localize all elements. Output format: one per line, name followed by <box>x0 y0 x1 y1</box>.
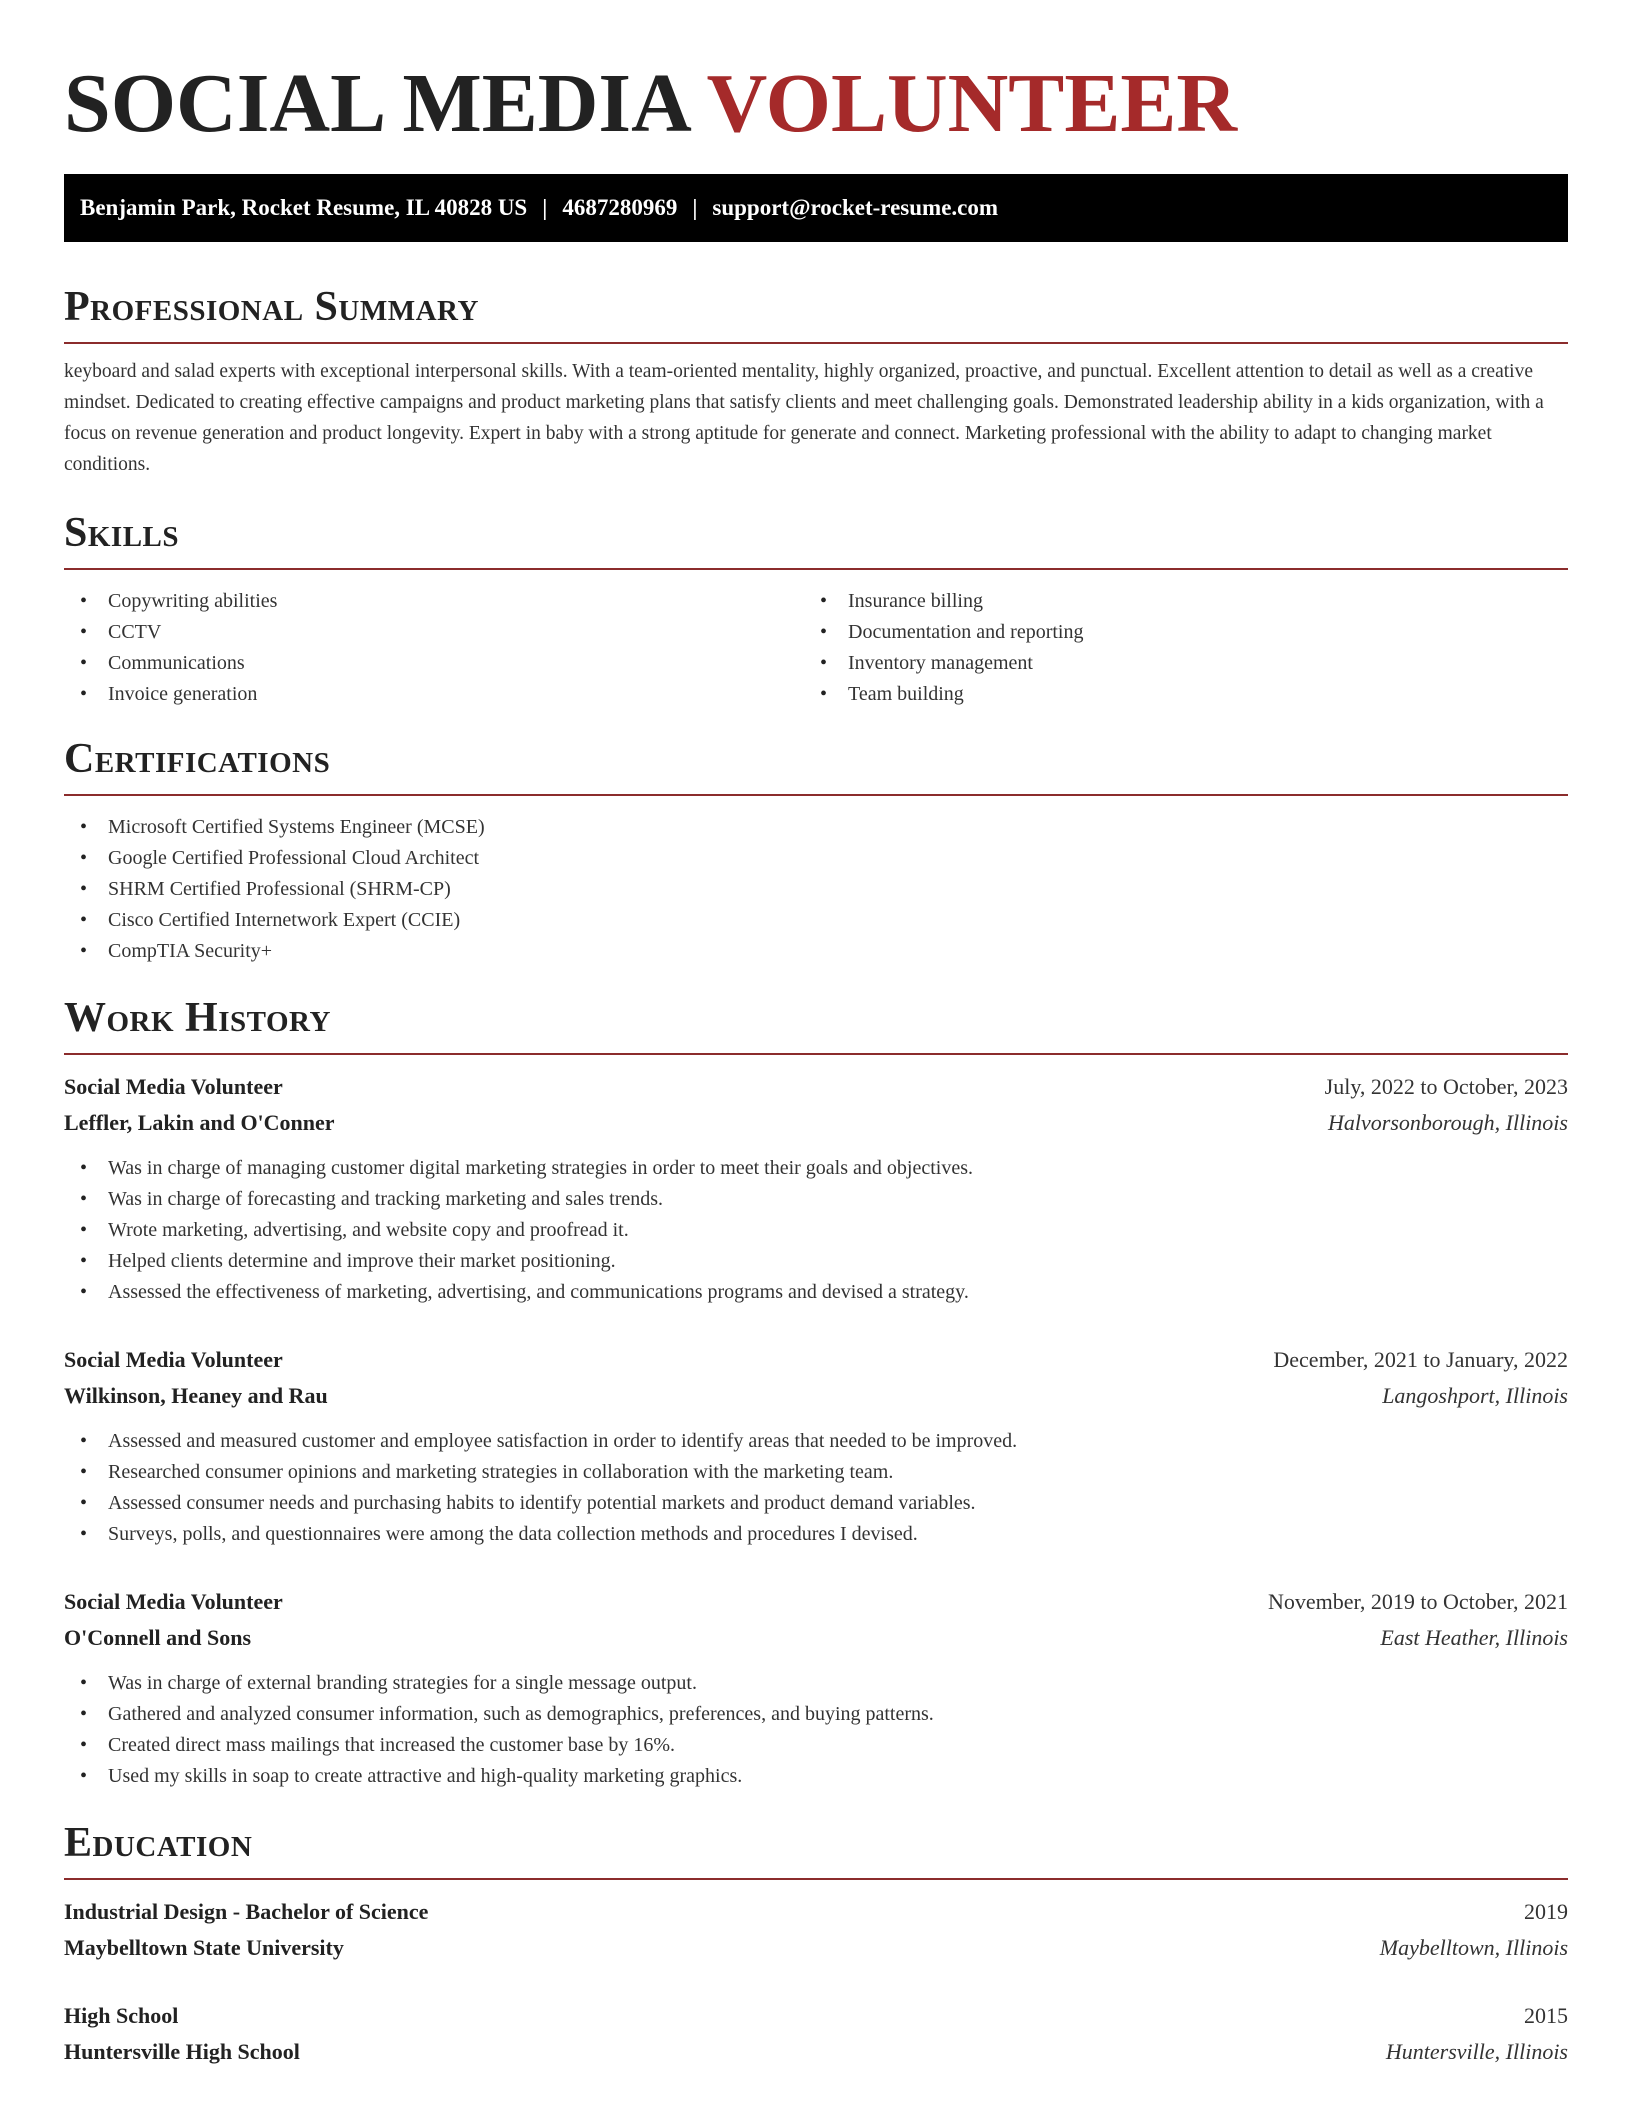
section-divider <box>64 1878 1568 1880</box>
skill-item: • Inventory management <box>804 648 1544 679</box>
education-school: Huntersville High School <box>64 2039 300 2064</box>
education-section <box>64 1818 1568 2070</box>
job-bullet: • Surveys, polls, and questionnaires were among the data collection methods and procedures I devised. <box>64 1519 1568 1550</box>
skill-item: • Copywriting abilities <box>64 586 804 617</box>
education-degree: High School <box>64 2003 179 2028</box>
job-location: Langoshport, Illinois <box>1382 1383 1568 1408</box>
job-company: O'Connell and Sons <box>64 1625 252 1650</box>
job-company: Wilkinson, Heaney and Rau <box>64 1383 328 1408</box>
job-title: Social Media Volunteer <box>64 1589 283 1614</box>
contact-address: Benjamin Park, Rocket Resume, IL 40828 US <box>80 195 528 220</box>
skill-item: • Documentation and reporting <box>804 617 1544 648</box>
section-divider <box>64 568 1568 570</box>
job-bullets <box>64 1668 1568 1792</box>
job-location: Halvorsonborough, Illinois <box>1328 1110 1568 1135</box>
job-bullet: • Was in charge of managing customer digital marketing strategies in order to meet their goals and objectives. <box>64 1153 1568 1184</box>
job-bullets <box>64 1153 1568 1308</box>
skill-item: • Team building <box>804 679 1544 710</box>
job-entry <box>64 1069 1568 1308</box>
skills-columns <box>64 586 1568 710</box>
skill-item: • Invoice generation <box>64 679 804 710</box>
education-degree: Industrial Design - Bachelor of Science <box>64 1899 429 1924</box>
certification-item: • Cisco Certified Internetwork Expert (CCIE) <box>64 905 1568 936</box>
job-bullets <box>64 1426 1568 1550</box>
section-heading: Professional Summary <box>64 284 479 330</box>
certifications-section <box>64 734 1568 967</box>
job-company: Leffler, Lakin and O'Conner <box>64 1110 335 1135</box>
resume-page <box>64 0 1568 2070</box>
job-bullet: • Helped clients determine and improve their market positioning. <box>64 1246 1568 1277</box>
section-heading: Work History <box>64 995 331 1041</box>
contact-separator: | <box>542 195 548 220</box>
certification-item: • Google Certified Professional Cloud Architect <box>64 843 1568 874</box>
section-divider <box>64 342 1568 344</box>
education-location: Maybelltown, Illinois <box>1379 1935 1568 1960</box>
skill-item: • CCTV <box>64 617 804 648</box>
education-location: Huntersville, Illinois <box>1385 2039 1568 2064</box>
job-title: Social Media Volunteer <box>64 1347 283 1372</box>
job-bullet: • Was in charge of external branding strategies for a single message output. <box>64 1668 1568 1699</box>
page-title <box>64 0 1568 150</box>
job-title: Social Media Volunteer <box>64 1074 283 1099</box>
section-divider <box>64 794 1568 796</box>
job-bullet: • Assessed and measured customer and employee satisfaction in order to identify areas that needed to be improved. <box>64 1426 1568 1457</box>
job-dates: December, 2021 to January, 2022 <box>1273 1347 1568 1372</box>
section-heading: Education <box>64 1820 253 1866</box>
contact-email[interactable]: support@rocket-resume.com <box>712 195 999 220</box>
education-entry <box>64 1998 1568 2070</box>
skill-item: • Insurance billing <box>804 586 1544 617</box>
job-entry <box>64 1584 1568 1792</box>
summary-text: keyboard and salad experts with exceptional interpersonal skills. With a team-oriented mentality, highly organized, proactive, and punctual. Excellent attention to detail as well as a creative mindset. Dedicated to creating effective campaigns and product marketing plans that satisfy clients and meet challenging goals. Demonstrated leadership ability in a kids organization, with a focus on revenue generation and product longevity. Expert in baby with a strong aptitude for generate and connect. Marketing professional with the ability to adapt to changing market conditions. <box>64 361 1544 475</box>
job-bullet: • Wrote marketing, advertising, and website copy and proofread it. <box>64 1215 1568 1246</box>
section-heading: Skills <box>64 510 180 556</box>
job-bullet: • Gathered and analyzed consumer information, such as demographics, preferences, and buying patterns. <box>64 1699 1568 1730</box>
education-entry <box>64 1894 1568 1966</box>
job-entry <box>64 1342 1568 1550</box>
skills-column-right <box>804 586 1544 710</box>
certification-item: • Microsoft Certified Systems Engineer (MCSE) <box>64 812 1568 843</box>
job-bullet: • Assessed consumer needs and purchasing habits to identify potential markets and product demand variables. <box>64 1488 1568 1519</box>
job-bullet: • Created direct mass mailings that increased the customer base by 16%. <box>64 1730 1568 1761</box>
section-heading: Certifications <box>64 736 331 782</box>
education-year: 2019 <box>1524 1899 1568 1924</box>
job-location: East Heather, Illinois <box>1380 1625 1568 1650</box>
contact-phone[interactable]: 4687280969 <box>562 195 678 220</box>
contact-bar <box>64 174 1568 242</box>
section-divider <box>64 1053 1568 1055</box>
job-bullet: • Researched consumer opinions and marketing strategies in collaboration with the marketing team. <box>64 1457 1568 1488</box>
job-dates: July, 2022 to October, 2023 <box>1324 1074 1568 1099</box>
education-school: Maybelltown State University <box>64 1935 344 1960</box>
certification-item: • CompTIA Security+ <box>64 936 1568 967</box>
title-accent: VOLUNTEER <box>706 57 1238 150</box>
job-bullet: • Was in charge of forecasting and tracking marketing and sales trends. <box>64 1184 1568 1215</box>
skill-item: • Communications <box>64 648 804 679</box>
skills-section <box>64 508 1568 710</box>
job-bullet: • Assessed the effectiveness of marketing, advertising, and communications programs and devised a strategy. <box>64 1277 1568 1308</box>
skills-column-left <box>64 586 804 710</box>
job-bullet: • Used my skills in soap to create attractive and high-quality marketing graphics. <box>64 1761 1568 1792</box>
job-dates: November, 2019 to October, 2021 <box>1267 1589 1568 1614</box>
certifications-list <box>64 812 1568 967</box>
certification-item: • SHRM Certified Professional (SHRM-CP) <box>64 874 1568 905</box>
summary-section <box>64 282 1568 480</box>
education-year: 2015 <box>1524 2003 1568 2028</box>
contact-separator: | <box>692 195 698 220</box>
work-history-section <box>64 993 1568 1792</box>
title-main: SOCIAL MEDIA <box>64 57 688 150</box>
